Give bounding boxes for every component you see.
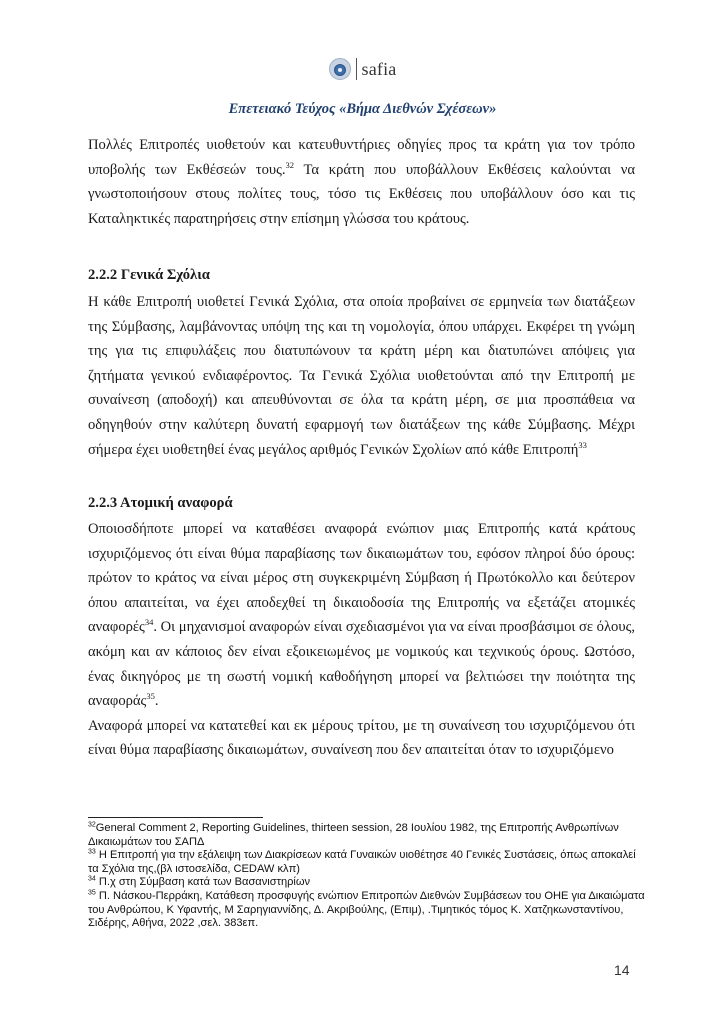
footnote-text: Π. Νάσκου-Περράκη, Κατάθεση προσφυγής ενώπιον Επιτροπών Διεθνών Συμβάσεων του ΟΗΕ για Δικαιώματα του Ανθρώπου, Κ Υφαντής, Μ Σαρηγιαννίδης, Δ. Ακριβούλης, (Επιμ), .Τιμητικός τόμος Κ. Χατζηκωνσταντίνου, Σιδέρης, Αθήνα, 2022 ,σελ. 383επ.: [88, 889, 645, 930]
intro-text-1: Πολλές Επιτροπές υιοθετούν και κατευθυντήριες οδηγίες προς τα κράτη για τον τρόπο υποβολής των Εκθέσεών τους.: [88, 137, 635, 178]
footnote-ref-35[interactable]: 35: [146, 691, 155, 702]
footnotes: [88, 822, 648, 931]
general-comments-paragraph: [88, 290, 635, 462]
general-comments-text: Η κάθε Επιτροπή υιοθετεί Γενικά Σχόλια, στα οποία προβαίνει σε ερμηνεία των διατάξεων της Σύμβασης, λαμβάνοντας υπόψη της και τη νομολογία, όπου υπάρχει. Εκφέρει τη γνώμη της για τις επιφυλάξεις που διατυπώνουν τα κράτη μέρη και διατυπώνει απόψεις για ζητήματα γενικού ενδιαφέροντος. Τα Γενικά Σχόλια υιοθετούνται από την Επιτροπή με συναίνεση (αποδοχή) και απευθύνονται σε όλα τα κράτη μέρη, σε μια προσπάθεια να οδηγηθούν στην καλύτερη δυνατή εφαρμογή των διατάξεων της κάθε Σύμβασης. Μέχρι σήμερα έχει υιοθετηθεί ένας μεγάλος αριθμός Γενικών Σχολίων από κάθε Επιτροπή: [88, 294, 635, 458]
footnote-ref-33[interactable]: 33: [578, 439, 587, 450]
safia-emblem-icon: [329, 58, 351, 80]
footnote-separator: [88, 817, 263, 818]
footnote-32: [88, 822, 648, 849]
logo-divider: [356, 58, 357, 80]
complaint-text-2: . Οι μηχανισμοί αναφορών είναι σχεδιασμένοι για να είναι προσβάσιμοι σε όλους, ακόμη και αν κάποιος δεν είναι εξοικειωμένος με νομικούς και τεχνικούς όρους. Ωστόσο, ένας δικηγόρος με τη σωστή νομική καθοδήγηση μπορεί να βελτιώσει την ποιότητα της αναφοράς: [88, 619, 635, 710]
intro-paragraph: [88, 133, 635, 231]
footnote-34: [88, 876, 648, 890]
footnote-text: Π.χ στη Σύμβαση κατά των Βασανιστηρίων: [95, 876, 311, 889]
footnote-text: Η Επιτροπή για την εξάλειψη των Διακρίσεων κατά Γυναικών υιοθέτησε 40 Γενικές Συστάσεις, όπως αποκαλεί τα Σχόλια της,(βλ ιστοσελίδα, CEDAW κλπ): [88, 849, 636, 875]
individual-complaint-paragraph-1: [88, 517, 635, 714]
footnote-ref-34[interactable]: 34: [144, 617, 154, 628]
intro-text-2: Τα κράτη που υποβάλλουν Εκθέσεις καλούνται να γνωστοποιήσουν στους πολίτες τους, τόσο τις Εκθέσεις που υποβάλλουν όσο και τις Καταληκτικές παρατηρήσεις στην επίσημη γλώσσα του κράτους.: [88, 161, 635, 227]
footnote-number: 33: [88, 848, 96, 856]
issue-title: Επετειακό Τεύχος «Βήμα Διεθνών Σχέσεων»: [228, 101, 497, 117]
individual-complaint-paragraph-2: Αναφορά μπορεί να κατατεθεί και εκ μέρους τρίτου, με τη συναίνεση του ισχυριζόμενου ότι είναι θύμα παραβίασης δικαιωμάτων, συναίνεση που δεν απαιτείται όταν το ισχυριζόμενο: [88, 717, 635, 759]
footnote-ref-32[interactable]: 32: [285, 159, 295, 170]
complaint-text-3: .: [154, 693, 159, 710]
logo-text: safia: [361, 58, 397, 79]
section-heading-general-comments: 2.2.2 Γενικά Σχόλια: [88, 267, 210, 283]
section-heading-individual-complaint: 2.2.3 Ατομική αναφορά: [88, 495, 233, 511]
page-number: 14: [614, 962, 630, 978]
footnote-text: General Comment 2, Reporting Guidelines, thirteen session, 28 Ιουλίου 1982, της Επιτροπής Ανθρωπίνων Δικαιωμάτων του ΣΑΠΔ: [88, 822, 619, 848]
footnote-number: 34: [88, 875, 96, 883]
complaint-text-1: Οποιοσδήποτε μπορεί να καταθέσει αναφορά ενώπιον μιας Επιτροπής κατά κράτους ισχυριζόμενος ότι είναι θύμα παραβίασης των δικαιωμάτων του, εφόσον πληροί δύο όρους: πρώτον το κράτος να είναι μέρος στη συγκεκριμένη Σύμβαση ή Πρωτόκολλο και δεύτερον όπου απαιτείται, να έχει αποδεχθεί τη δικαιοδοσία της Επιτροπής να εξετάζει ατομικές αναφορές: [88, 521, 635, 636]
footnote-35: [88, 890, 648, 931]
footnote-number: 35: [88, 889, 96, 897]
individual-complaint-paragraphs: [88, 517, 635, 763]
footnote-33: [88, 849, 648, 876]
footnote-number: 32: [88, 821, 96, 829]
header-logo: [0, 58, 725, 80]
